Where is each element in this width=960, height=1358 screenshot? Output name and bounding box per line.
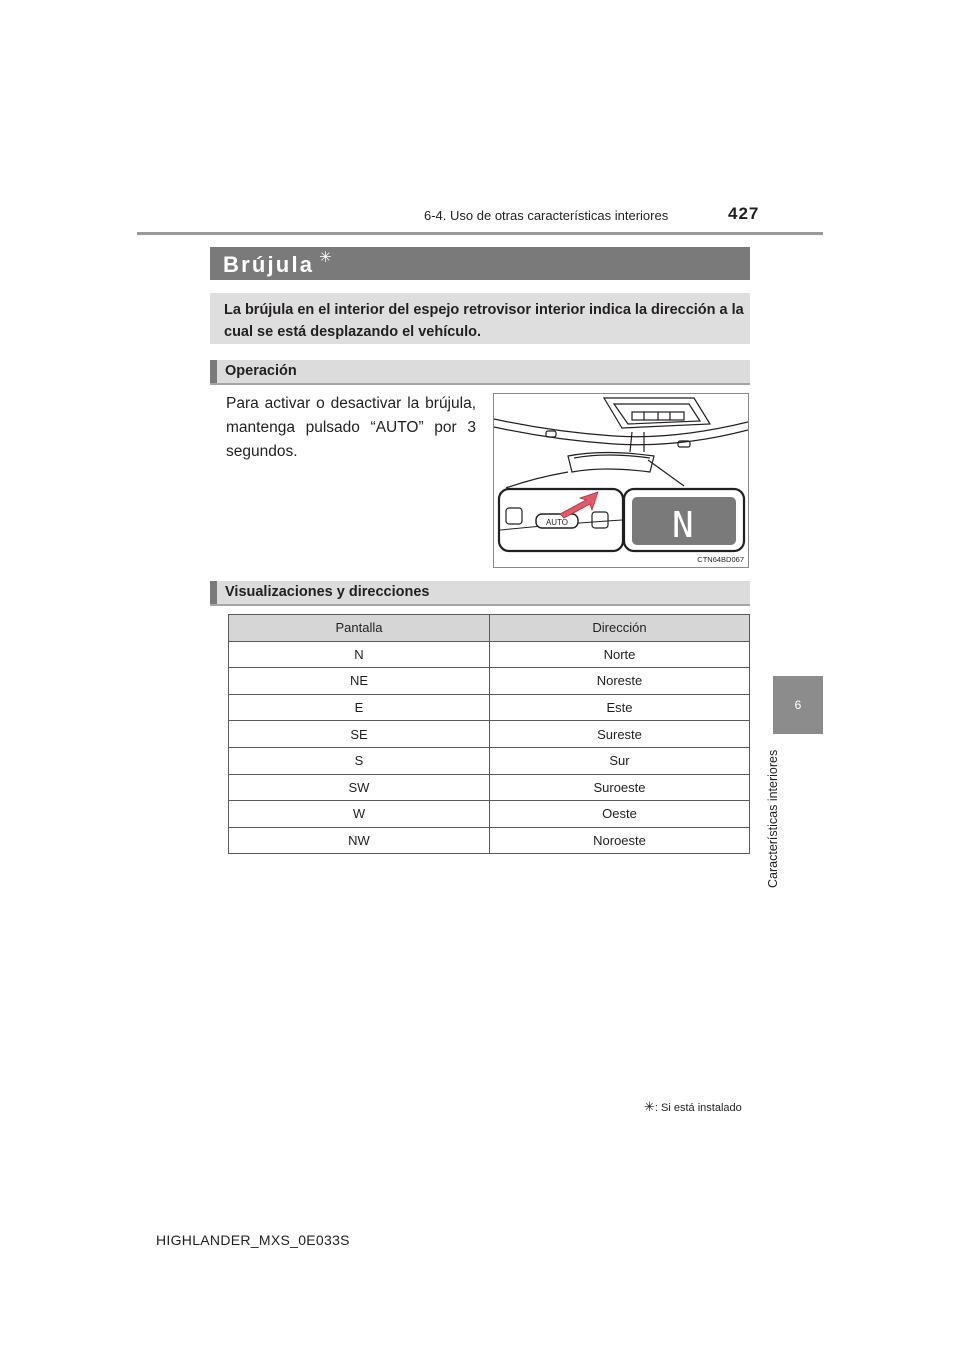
direction-cell: Sureste: [490, 721, 750, 748]
chapter-tab-number: 6: [773, 676, 823, 734]
direction-cell: Noreste: [490, 668, 750, 695]
table-header-row: [229, 615, 750, 642]
direction-cell: Norte: [490, 641, 750, 668]
display-cell: N: [229, 641, 490, 668]
page-number: 427: [728, 204, 760, 223]
table-row: [229, 641, 750, 668]
footnote: [644, 1099, 742, 1115]
document-code: HIGHLANDER_MXS_0E033S: [156, 1232, 350, 1248]
intro-box: [210, 293, 750, 344]
displays-heading-text: Visualizaciones y direcciones: [225, 584, 430, 600]
chapter-tab-title: Características interiores: [766, 749, 780, 888]
operation-heading: [210, 360, 750, 383]
direction-cell: Este: [490, 694, 750, 721]
direction-cell: Noroeste: [490, 827, 750, 854]
footnote-mark: ✳: [644, 1099, 655, 1114]
mirror-compass-illustration: [493, 393, 749, 568]
direction-cell: Oeste: [490, 801, 750, 828]
table-row: [229, 694, 750, 721]
optional-equipment-mark: ✳: [319, 249, 332, 266]
column-header-display: Pantalla: [229, 615, 490, 642]
display-cell: SE: [229, 721, 490, 748]
display-cell: NE: [229, 668, 490, 695]
displays-heading: [210, 581, 750, 604]
mirror-illustration-drawing: [494, 394, 748, 567]
display-cell: SW: [229, 774, 490, 801]
footnote-text: : Si está instalado: [654, 1102, 742, 1114]
table-row: [229, 668, 750, 695]
figure-code: CTN64BD067: [697, 555, 744, 564]
table-row: [229, 747, 750, 774]
table-row: [229, 721, 750, 748]
table-row: [229, 827, 750, 854]
table-row: [229, 801, 750, 828]
display-cell: E: [229, 694, 490, 721]
compass-display-letter: N: [672, 505, 694, 546]
auto-button-label: AUTO: [545, 518, 569, 527]
direction-cell: Sur: [490, 747, 750, 774]
header-section-title: 6-4. Uso de otras características interiores: [424, 208, 669, 223]
header-divider: [137, 232, 823, 235]
page-title-bar: [210, 247, 750, 280]
directions-table: [228, 614, 750, 854]
operation-heading-text: Operación: [225, 363, 297, 379]
intro-text: La brújula en el interior del espejo retrovisor interior indica la dirección a la cual se está desplazando el vehículo.: [224, 302, 744, 340]
display-cell: W: [229, 801, 490, 828]
display-cell: S: [229, 747, 490, 774]
operation-text: Para activar o desactivar la brújula, mantenga pulsado “AUTO” por 3 segundos.: [226, 395, 476, 460]
display-cell: NW: [229, 827, 490, 854]
column-header-direction: Dirección: [490, 615, 750, 642]
page-title: Brújula: [223, 252, 315, 277]
table-row: [229, 774, 750, 801]
direction-cell: Suroeste: [490, 774, 750, 801]
